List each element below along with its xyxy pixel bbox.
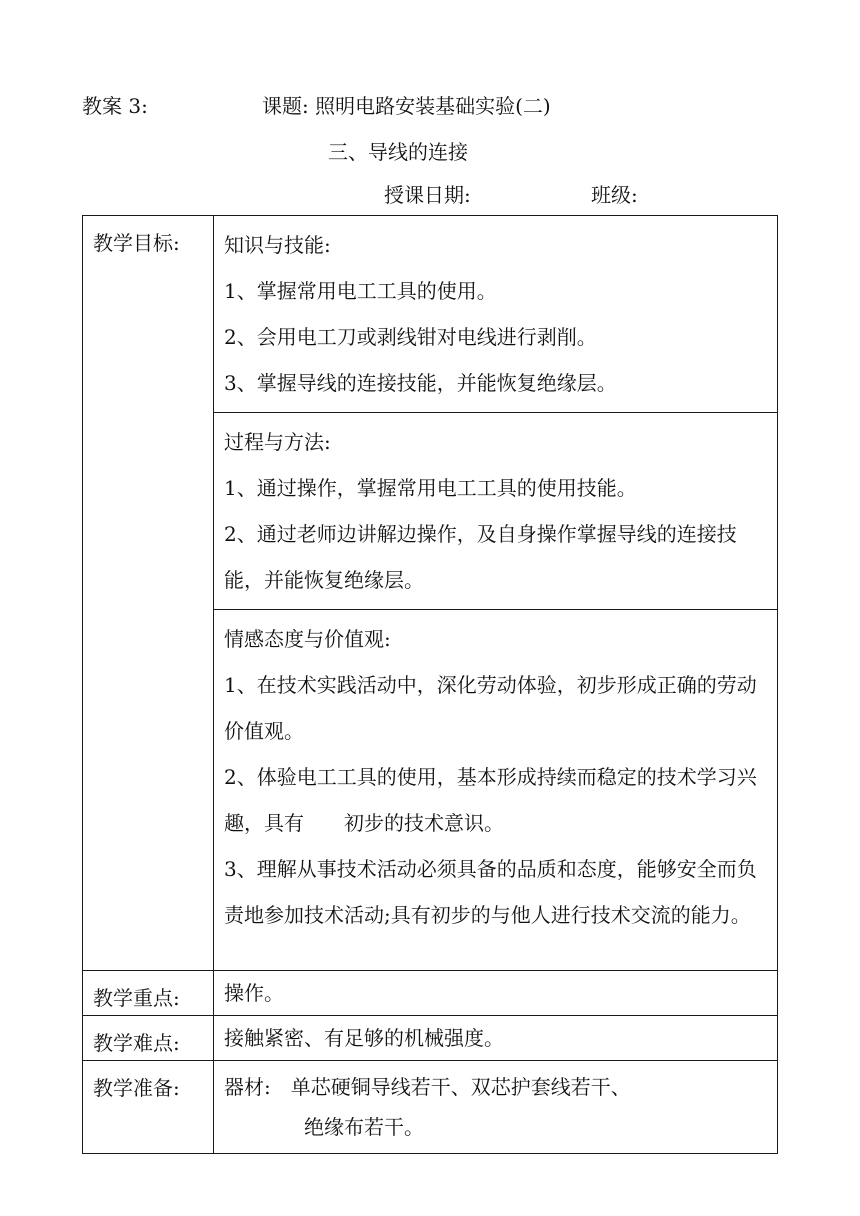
prep-materials: 器材: 单芯硬铜导线若干、双芯护套线若干、 [224, 1075, 631, 1099]
key-point-text: 操作。 [224, 981, 284, 1005]
class-label: 班级: [591, 183, 638, 207]
emotion-item: 1、在技术实践活动中，深化劳动体验，初步形成正确的劳动价值观。 [224, 673, 757, 743]
process-heading: 过程与方法: [224, 430, 331, 454]
date-label: 授课日期: [384, 183, 471, 207]
lesson-plan-table [82, 215, 778, 1154]
difficulty-cell [214, 1016, 778, 1061]
prep-row [83, 1061, 778, 1154]
key-point-row [83, 971, 778, 1016]
process-item: 2、通过老师边讲解边操作，及自身操作掌握导线的连接技能，并能恢复绝缘层。 [224, 522, 737, 592]
knowledge-heading: 知识与技能: [224, 233, 331, 257]
lesson-subtitle: 三、导线的连接 [328, 140, 468, 164]
process-item: 1、通过操作，掌握常用电工工具的使用技能。 [224, 476, 637, 500]
lesson-number: 教案 3: [82, 94, 148, 118]
goals-row-knowledge [83, 216, 778, 413]
knowledge-item: 2、会用电工刀或剥线钳对电线进行剥削。 [224, 325, 597, 349]
key-point-label: 教学重点: [83, 971, 214, 1016]
emotion-cell [214, 610, 778, 971]
emotion-item: 3、理解从事技术活动必须具备的品质和态度，能够安全而负责地参加技术活动;具有初步的与他人进行技术交流的能力。 [224, 857, 757, 927]
prep-label: 教学准备: [83, 1061, 214, 1154]
knowledge-item: 3、掌握导线的连接技能，并能恢复绝缘层。 [224, 371, 617, 395]
lesson-topic: 课题: 照明电路安装基础实验(二) [262, 94, 551, 118]
difficulty-label: 教学难点: [83, 1016, 214, 1061]
emotion-item: 2、体验电工工具的使用，基本形成持续而稳定的技术学习兴趣，具有 初步的技术意识。 [224, 765, 757, 835]
emotion-heading: 情感态度与价值观: [224, 627, 391, 651]
goals-label: 教学目标: [83, 216, 214, 971]
prep-cell [214, 1061, 778, 1154]
key-point-cell [214, 971, 778, 1016]
knowledge-cell [214, 216, 778, 413]
prep-materials-continued: 绝缘布若干。 [304, 1115, 424, 1139]
knowledge-item: 1、掌握常用电工工具的使用。 [224, 279, 497, 303]
process-cell [214, 413, 778, 610]
difficulty-text: 接触紧密、有足够的机械强度。 [224, 1026, 504, 1050]
difficulty-row [83, 1016, 778, 1061]
